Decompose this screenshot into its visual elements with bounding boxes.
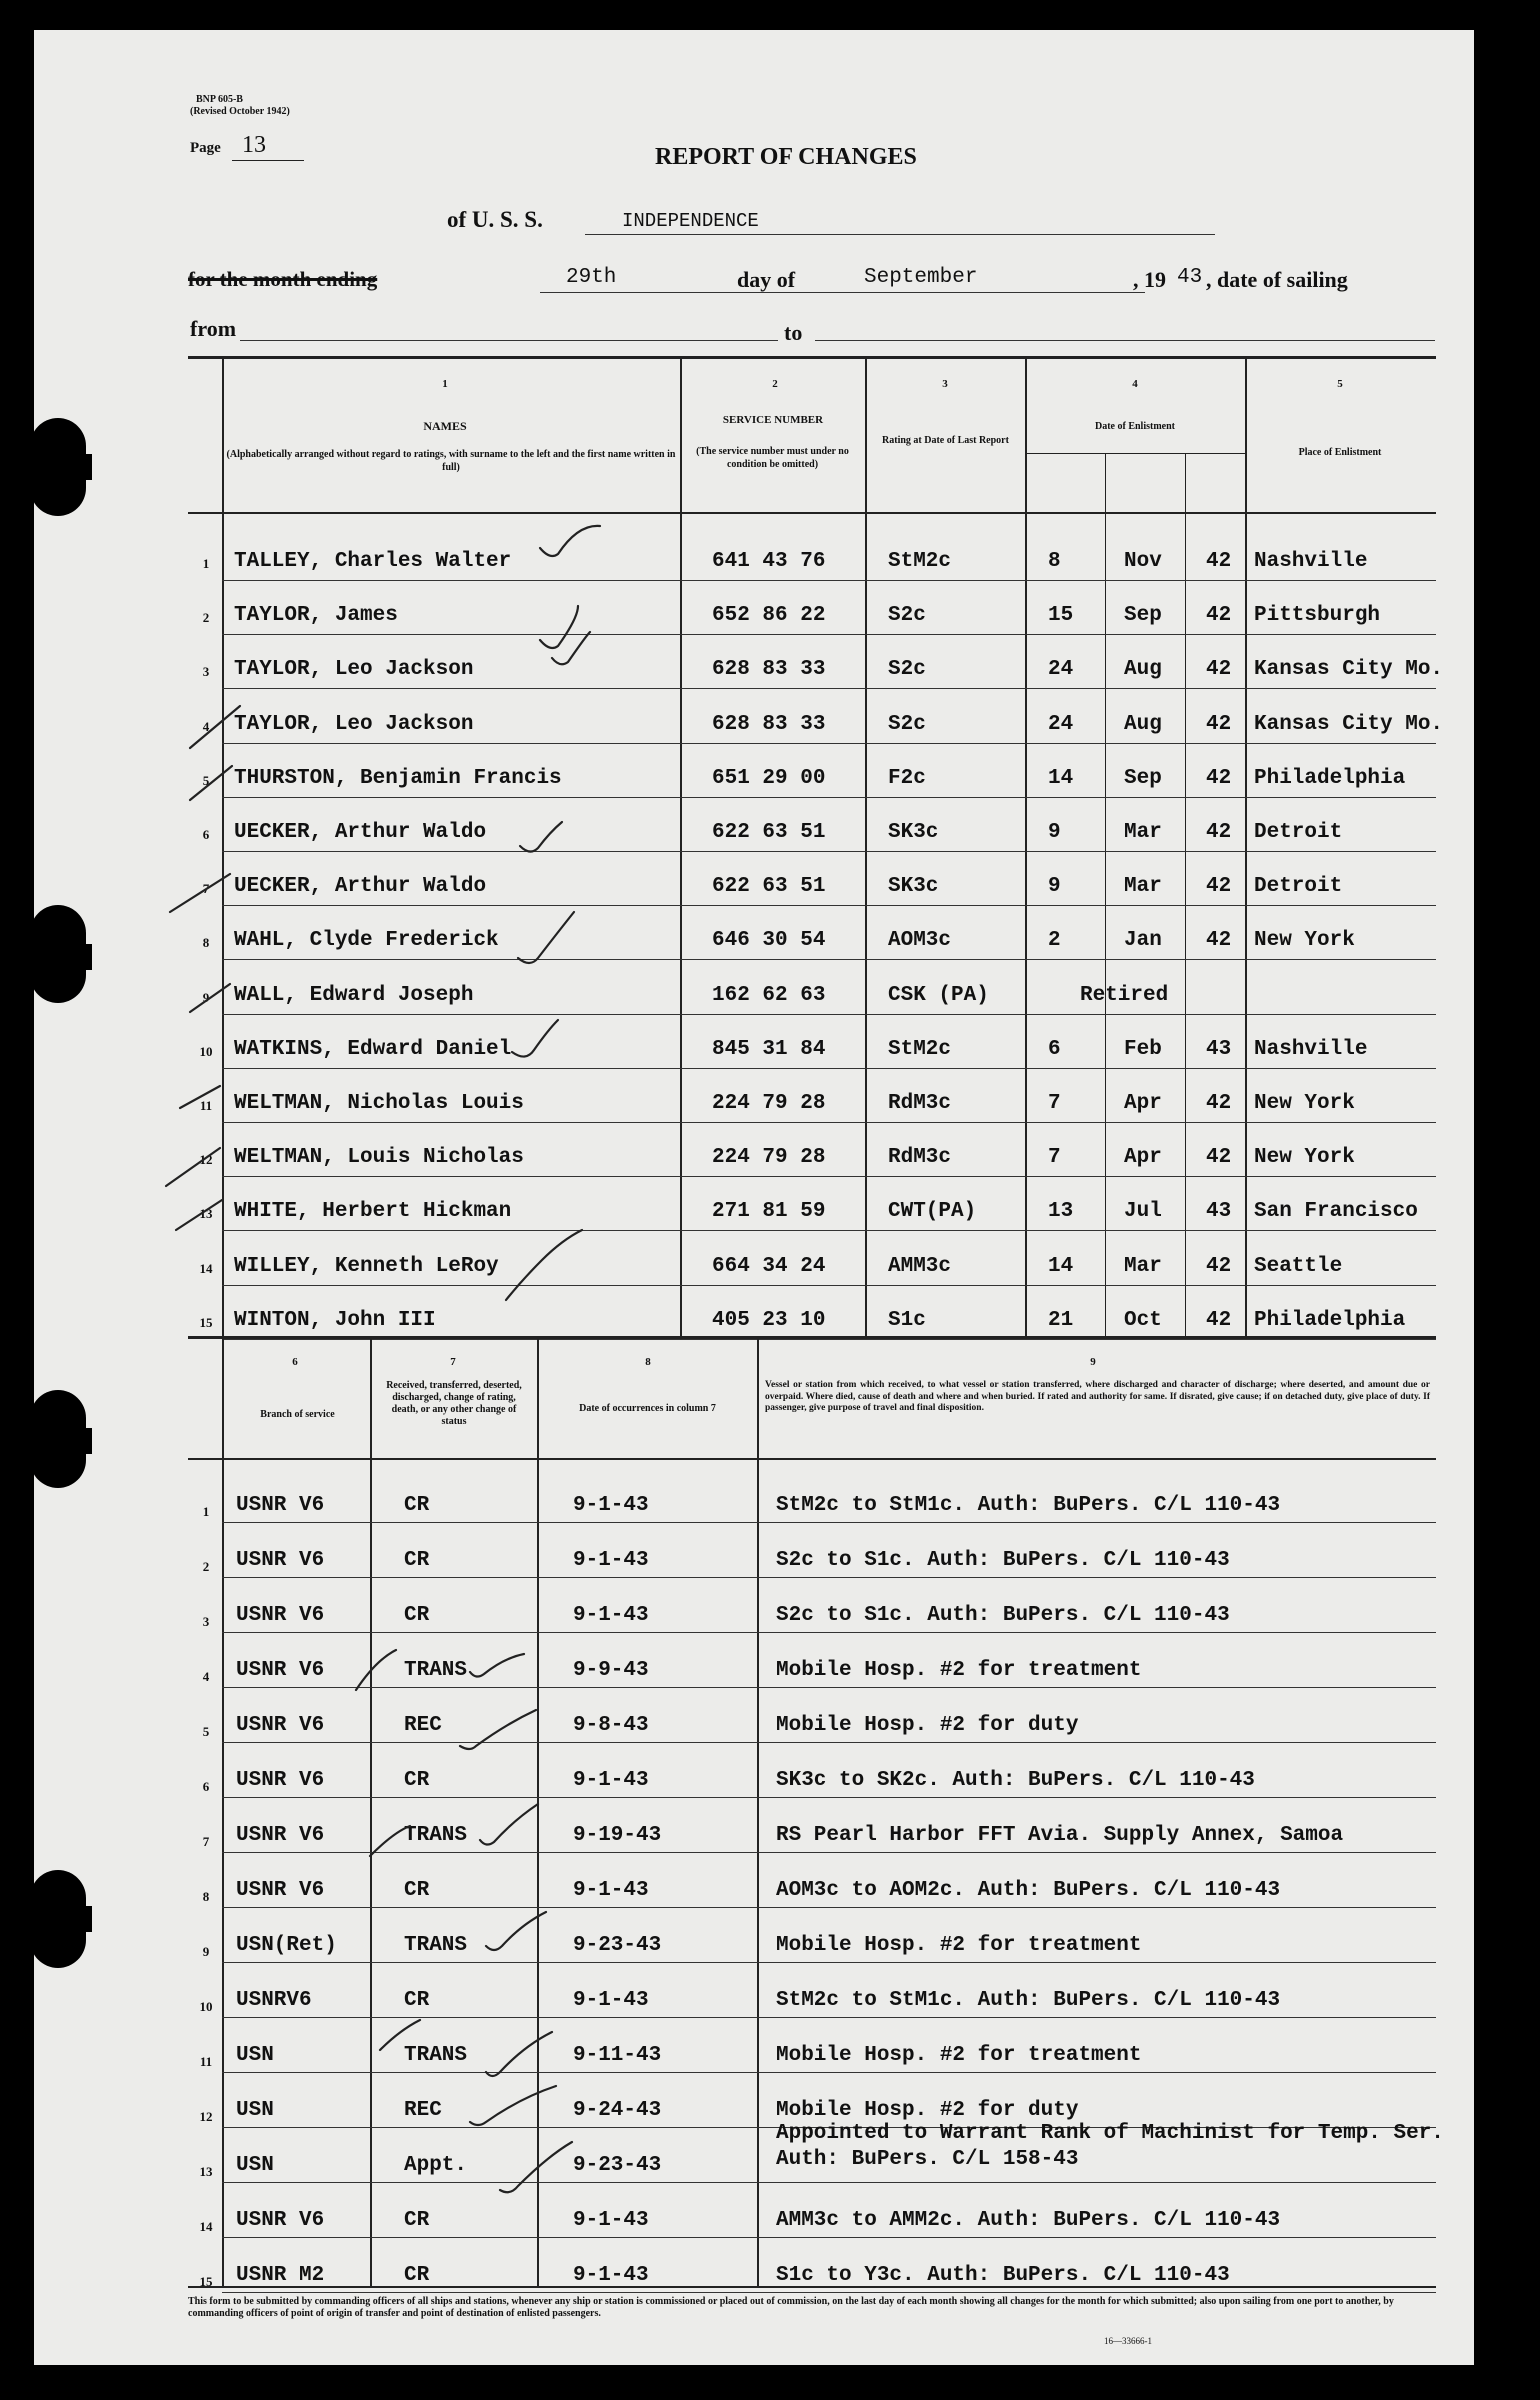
row-number: 11 [199, 2054, 213, 2069]
place-cell: Pittsburgh [1254, 604, 1381, 628]
upper-col-div-f [1185, 453, 1186, 1338]
remarks-cell: Mobile Hosp. #2 for treatment [776, 1934, 1142, 1957]
upper-row-rule [222, 1122, 1436, 1123]
row-number: 4 [202, 718, 210, 734]
enlist-year-cell: 42 [1206, 550, 1232, 573]
row-number: 5 [202, 1724, 210, 1739]
enlist-year-cell: 42 [1206, 766, 1232, 790]
col1-title: NAMES [423, 419, 467, 433]
occurrence-date-cell: 9-11-43 [573, 2044, 662, 2067]
change-cell: CR [404, 1604, 430, 1627]
remarks-cell: RS Pearl Harbor FFT Avia. Supply Annex, Samoa [776, 1824, 1344, 1847]
place-cell: Nashville [1254, 1037, 1368, 1061]
service-number-cell: 224 79 28 [712, 1092, 826, 1115]
date-line [540, 292, 1145, 293]
service-number-cell: 652 86 22 [712, 604, 826, 628]
occurrence-date-cell: 9-1-43 [573, 2264, 649, 2287]
service-number-cell: 641 43 76 [712, 550, 826, 573]
document-page [34, 30, 1474, 2365]
lower-row-rule [222, 1687, 1436, 1688]
lower-row-rule [222, 1852, 1436, 1853]
upper-row-rule [222, 959, 1436, 960]
to-line [815, 340, 1435, 341]
branch-cell: USN [236, 2099, 274, 2122]
enlist-day-cell: 9 [1048, 821, 1061, 844]
upper-row-rule [222, 905, 1436, 906]
row-number: 6 [202, 1779, 210, 1794]
enlist-day-cell: 7 [1048, 1146, 1061, 1170]
ship-underline [585, 234, 1215, 235]
place-cell: Kansas City Mo. [1254, 658, 1444, 682]
row-number: 1 [202, 1504, 210, 1519]
enlist-day-cell: 9 [1048, 875, 1061, 899]
form-revision: (Revised October 1942) [190, 106, 290, 117]
lower-col-div-b [370, 1336, 372, 2286]
enlist-year-cell: 42 [1206, 1146, 1232, 1170]
enlist-month-cell: Jan [1124, 929, 1162, 953]
lower-row-rule [222, 1962, 1436, 1963]
col8-title: Date of occurrences in column 7 [579, 1403, 716, 1414]
occurrence-date-cell: 9-1-43 [573, 1769, 649, 1792]
remarks-cell-line2: Auth: BuPers. C/L 158-43 [776, 2148, 1079, 2171]
remarks-cell: Mobile Hosp. #2 for treatment [776, 1659, 1142, 1682]
upper-row-rule [222, 1014, 1436, 1015]
remarks-cell: StM2c to StM1c. Auth: BuPers. C/L 110-43 [776, 1494, 1281, 1517]
name-cell: WALL, Edward Joseph [234, 983, 474, 1007]
lower-col-div-d [757, 1336, 759, 2286]
binder-tab-4 [52, 1906, 92, 1932]
branch-cell: USNR V6 [236, 1769, 325, 1792]
upper-row-rule [222, 797, 1436, 798]
day-of-label: day of [737, 267, 796, 292]
col1-subtitle: (Alphabetically arranged without regard to ratings, with surname to the left and the first name written in full) [226, 449, 676, 473]
enlist-day-cell: 2 [1048, 929, 1061, 953]
form-id: BNP 605-B [196, 94, 243, 105]
branch-cell: USNR V6 [236, 1549, 325, 1572]
enlist-day-cell: 8 [1048, 550, 1061, 573]
place-cell: New York [1254, 929, 1355, 953]
service-number-cell: 646 30 54 [712, 929, 826, 953]
rating-cell: StM2c [888, 550, 952, 573]
col8-number: 8 [645, 1356, 651, 1368]
occurrence-date-cell: 9-1-43 [573, 1549, 649, 1572]
binder-tab-2 [52, 944, 92, 970]
enlist-day-cell: 24 [1048, 712, 1074, 736]
of-uss-label: of U. S. S. [447, 207, 543, 232]
row-number: 14 [199, 1260, 213, 1276]
enlist-month-cell: Apr [1124, 1092, 1162, 1115]
name-cell: WHITE, Herbert Hickman [234, 1200, 512, 1224]
col3-title: Rating at Date of Last Report [882, 435, 1009, 446]
year-prefix: , 19 [1133, 267, 1166, 292]
page-title: REPORT OF CHANGES [655, 144, 917, 170]
rating-cell: AOM3c [888, 929, 952, 953]
branch-cell: USNR V6 [236, 1659, 325, 1682]
col7-title: Received, transferred, deserted, discharged, change of rating, death, or any other change of status [386, 1380, 522, 1427]
service-number-cell: 162 62 63 [712, 983, 826, 1007]
place-cell: Philadelphia [1254, 1308, 1406, 1332]
enlist-day-cell: 7 [1048, 1092, 1061, 1115]
upper-row-rule [222, 743, 1436, 744]
day-value: 29th [566, 266, 617, 289]
remarks-cell: Mobile Hosp. #2 for treatment [776, 2044, 1142, 2067]
lower-row-rule [222, 1742, 1436, 1743]
enlist-year-cell: 42 [1206, 1092, 1232, 1115]
change-cell: REC [404, 1714, 442, 1737]
col1-number: 1 [442, 378, 448, 390]
branch-cell: USNR M2 [236, 2264, 325, 2287]
enlist-year-cell: 42 [1206, 604, 1232, 628]
lower-row-rule [222, 2017, 1436, 2018]
page-number-underline [232, 160, 304, 161]
occurrence-date-cell: 9-23-43 [573, 1934, 662, 1957]
service-number-cell: 628 83 33 [712, 658, 826, 682]
enlist-year-cell: 42 [1206, 929, 1232, 953]
name-cell: WILLEY, Kenneth LeRoy [234, 1254, 499, 1278]
enlist-month-cell: Apr [1124, 1146, 1162, 1170]
enlist-year-cell: 43 [1206, 1037, 1232, 1061]
enlist-day-cell: 24 [1048, 658, 1074, 682]
remarks-cell: AMM3c to AMM2c. Auth: BuPers. C/L 110-43 [776, 2209, 1281, 2232]
binder-tab-1 [52, 454, 92, 480]
name-cell: THURSTON, Benjamin Francis [234, 766, 562, 790]
branch-cell: USN [236, 2044, 274, 2067]
lower-row-rule [222, 2237, 1436, 2238]
enlist-month-cell: Aug [1124, 658, 1162, 682]
row-number: 2 [202, 610, 210, 626]
upper-col-div-b [680, 356, 682, 1338]
rating-cell: RdM3c [888, 1146, 952, 1170]
rating-cell: AMM3c [888, 1254, 952, 1278]
col4-number: 4 [1132, 378, 1138, 390]
service-number-cell: 664 34 24 [712, 1254, 826, 1278]
rating-cell: StM2c [888, 1037, 952, 1061]
remarks-cell: AOM3c to AOM2c. Auth: BuPers. C/L 110-43 [776, 1879, 1281, 1902]
enlist-month-cell: Nov [1124, 550, 1162, 573]
name-cell: WAHL, Clyde Frederick [234, 929, 499, 953]
col2-subtitle: (The service number must under no condition be omitted) [696, 446, 849, 470]
occurrence-date-cell: 9-1-43 [573, 1494, 649, 1517]
lower-row-rule [222, 2072, 1436, 2073]
name-cell: TAYLOR, Leo Jackson [234, 658, 474, 682]
row-number: 12 [199, 1152, 213, 1168]
branch-cell: USNRV6 [236, 1989, 312, 2012]
service-number-cell: 845 31 84 [712, 1037, 826, 1061]
enlist-day-cell: 13 [1048, 1200, 1074, 1224]
row-number: 14 [199, 2219, 213, 2234]
lower-row-rule [222, 1522, 1436, 1523]
occurrence-date-cell: 9-1-43 [573, 1604, 649, 1627]
rating-cell: SK3c [888, 875, 939, 899]
month-value: September [864, 266, 978, 289]
change-cell: CR [404, 1549, 430, 1572]
remarks-cell: S2c to S1c. Auth: BuPers. C/L 110-43 [776, 1549, 1230, 1572]
change-cell: CR [404, 1879, 430, 1902]
enlist-day-cell: 14 [1048, 1254, 1074, 1278]
enlist-year-cell: 42 [1206, 821, 1232, 844]
upper-col-div-e [1105, 453, 1106, 1338]
row-number: 7 [202, 1834, 210, 1849]
row-number: 15 [199, 2274, 213, 2289]
upper-col-div-g [1245, 356, 1247, 1338]
binder-tab-3 [52, 1428, 92, 1454]
name-cell: TALLEY, Charles Walter [234, 550, 512, 573]
upper-row-rule [222, 634, 1436, 635]
enlist-month-cell: Mar [1124, 1254, 1162, 1278]
occurrence-date-cell: 9-8-43 [573, 1714, 649, 1737]
upper-col-div-a [222, 356, 224, 1338]
row-number: 9 [202, 1944, 210, 1959]
row-number: 1 [202, 556, 210, 571]
enlist-month-cell: Mar [1124, 821, 1162, 844]
enlist-year-cell: 42 [1206, 658, 1232, 682]
name-cell: WINTON, John III [234, 1308, 436, 1332]
row-number: 2 [202, 1559, 210, 1574]
enlist-month-cell: Retired [1080, 983, 1169, 1007]
service-number-cell: 651 29 00 [712, 766, 826, 790]
change-cell: TRANS [404, 2044, 468, 2067]
row-number: 12 [199, 2109, 213, 2124]
upper-col-div-c [865, 356, 867, 1338]
rating-cell: RdM3c [888, 1092, 952, 1115]
name-cell: WATKINS, Edward Daniel [234, 1037, 512, 1061]
rating-cell: S1c [888, 1308, 926, 1332]
enlist-month-cell: Sep [1124, 766, 1162, 790]
rating-cell: SK3c [888, 821, 939, 844]
col4-title: Date of Enlistment [1095, 421, 1175, 432]
col2-title: SERVICE NUMBER [722, 414, 824, 426]
year-suffix: 43 [1177, 266, 1203, 289]
place-cell: Detroit [1254, 875, 1343, 899]
footer-instructions: This form to be submitted by commanding officers of all ships and stations, whenever any ship or station is commissioned or placed out of commission, on the last day of each month showing all changes for the month for which submitted; also upon sailing from one port to another, by commanding officers of point of origin of transfer and point of destination of enlisted passengers. [188, 2296, 1394, 2319]
name-cell: UECKER, Arthur Waldo [234, 821, 487, 844]
from-label: from [190, 316, 237, 341]
row-number: 10 [199, 1999, 213, 2014]
service-number-cell: 224 79 28 [712, 1146, 826, 1170]
enlist-month-cell: Mar [1124, 875, 1162, 899]
col3-number: 3 [942, 378, 948, 390]
rating-cell: F2c [888, 766, 926, 790]
row-number: 10 [199, 1043, 213, 1059]
service-number-cell: 405 23 10 [712, 1308, 826, 1332]
occurrence-date-cell: 9-1-43 [573, 1879, 649, 1902]
page-number: 13 [242, 132, 266, 158]
lower-col-div-a [222, 1336, 224, 2286]
place-cell: Nashville [1254, 550, 1368, 573]
enlist-month-cell: Jul [1124, 1200, 1162, 1224]
change-cell: TRANS [404, 1824, 468, 1847]
upper-table-top [188, 356, 1436, 359]
name-cell: WELTMAN, Nicholas Louis [234, 1092, 524, 1115]
rating-cell: CWT(PA) [888, 1200, 977, 1224]
to-label: to [784, 320, 803, 345]
col9-title: Vessel or station from which received, to what vessel or station transferred, where discharged and character of discharge; where deserted, and amount due or overpaid. Where died, cause of death and where and when buried. If rated and authority for same. If disrated, give cause; if on detached duty, give place of duty. If passenger, give purpose of travel and final disposition. [765, 1380, 1430, 1413]
rating-cell: S2c [888, 712, 926, 736]
rating-cell: CSK (PA) [888, 983, 989, 1007]
enlist-year-cell: 42 [1206, 712, 1232, 736]
remarks-cell: SK3c to SK2c. Auth: BuPers. C/L 110-43 [776, 1769, 1255, 1792]
print-code: 16—33666-1 [1104, 2336, 1152, 2346]
occurrence-date-cell: 9-23-43 [573, 2154, 662, 2177]
change-cell: REC [404, 2099, 442, 2122]
remarks-cell: StM2c to StM1c. Auth: BuPers. C/L 110-43 [776, 1989, 1281, 2012]
branch-cell: USNR V6 [236, 1824, 325, 1847]
enlist-year-cell: 42 [1206, 875, 1232, 899]
occurrence-date-cell: 9-1-43 [573, 1989, 649, 2012]
change-cell: CR [404, 1494, 430, 1517]
branch-cell: USNR V6 [236, 1714, 325, 1737]
upper-row-rule [222, 1068, 1436, 1069]
row-number: 13 [199, 1206, 213, 1222]
row-number: 11 [199, 1098, 213, 1113]
remarks-cell: Appointed to Warrant Rank of Machinist for Temp. Ser. [776, 2122, 1444, 2145]
enlist-month-cell: Sep [1124, 604, 1162, 628]
upper-header-bottom [188, 512, 1436, 514]
page-label: Page [190, 140, 221, 156]
row-number: 7 [202, 881, 210, 897]
upper-row-rule [222, 1285, 1436, 1286]
place-cell: New York [1254, 1146, 1355, 1170]
row-number: 5 [202, 772, 210, 788]
change-cell: CR [404, 2209, 430, 2232]
lower-row-rule [222, 2182, 1436, 2183]
lower-row-rule [222, 1907, 1436, 1908]
service-number-cell: 628 83 33 [712, 712, 826, 736]
enlist-month-cell: Aug [1124, 712, 1162, 736]
row-number: 13 [199, 2164, 213, 2179]
enlist-year-cell: 43 [1206, 1200, 1232, 1224]
upper-row-rule [222, 851, 1436, 852]
enlist-month-cell: Feb [1124, 1037, 1162, 1061]
row-number: 15 [199, 1314, 213, 1330]
lower-table-top [188, 1336, 1436, 1339]
remarks-cell: Mobile Hosp. #2 for duty [776, 1714, 1079, 1737]
remarks-cell: S1c to Y3c. Auth: BuPers. C/L 110-43 [776, 2264, 1230, 2287]
from-line [240, 340, 778, 341]
name-cell: WELTMAN, Louis Nicholas [234, 1146, 524, 1170]
place-cell: New York [1254, 1092, 1355, 1115]
row-number: 9 [202, 989, 210, 1005]
remarks-cell: Mobile Hosp. #2 for duty [776, 2099, 1079, 2122]
branch-cell: USNR V6 [236, 1879, 325, 1902]
col5-number: 5 [1337, 378, 1343, 390]
col9-number: 9 [1090, 1356, 1096, 1368]
change-cell: CR [404, 2264, 430, 2287]
occurrence-date-cell: 9-1-43 [573, 2209, 649, 2232]
col7-number: 7 [450, 1356, 456, 1368]
occurrence-date-cell: 9-19-43 [573, 1824, 662, 1847]
row-number: 8 [202, 935, 210, 951]
ship-name: INDEPENDENCE [622, 210, 759, 232]
upper-row-rule [222, 688, 1436, 689]
enlist-day-cell: 14 [1048, 766, 1074, 790]
lower-row-rule [222, 1797, 1436, 1798]
place-cell: Detroit [1254, 821, 1343, 844]
row-number: 3 [202, 664, 210, 680]
branch-cell: USNR V6 [236, 1604, 325, 1627]
name-cell: UECKER, Arthur Waldo [234, 875, 487, 899]
rating-cell: S2c [888, 604, 926, 628]
upper-row-rule [222, 580, 1436, 581]
upper-col-div-d [1025, 356, 1027, 1338]
place-cell: Kansas City Mo. [1254, 712, 1444, 736]
lower-row-rule [222, 1577, 1436, 1578]
enlist-year-cell: 42 [1206, 1308, 1232, 1332]
remarks-cell: S2c to S1c. Auth: BuPers. C/L 110-43 [776, 1604, 1230, 1627]
name-cell: TAYLOR, James [234, 604, 398, 628]
service-number-cell: 271 81 59 [712, 1200, 826, 1224]
enlist-day-cell: 15 [1048, 604, 1074, 628]
service-number-cell: 622 63 51 [712, 875, 826, 899]
row-number: 3 [202, 1614, 210, 1629]
branch-cell: USNR V6 [236, 2209, 325, 2232]
upper-row-rule [222, 1230, 1436, 1231]
lower-row-rule [222, 1632, 1436, 1633]
occurrence-date-cell: 9-9-43 [573, 1659, 649, 1682]
row-number: 8 [202, 1889, 210, 1904]
place-cell: Philadelphia [1254, 766, 1406, 790]
change-cell: Appt. [404, 2154, 468, 2177]
branch-cell: USN(Ret) [236, 1934, 337, 1957]
col6-number: 6 [292, 1356, 298, 1368]
change-cell: CR [404, 1989, 430, 2012]
enlist-month-cell: Oct [1124, 1308, 1162, 1332]
service-number-cell: 622 63 51 [712, 821, 826, 844]
col2-number: 2 [772, 378, 778, 390]
name-cell: TAYLOR, Leo Jackson [234, 712, 474, 736]
branch-cell: USN [236, 2154, 274, 2177]
lower-col-div-c [537, 1336, 539, 2286]
rating-cell: S2c [888, 658, 926, 682]
branch-cell: USNR V6 [236, 1494, 325, 1517]
change-cell: TRANS [404, 1659, 468, 1682]
enlist-year-cell: 42 [1206, 1254, 1232, 1278]
col5-title: Place of Enlistment [1298, 447, 1382, 458]
date-of-sailing-label: , date of sailing [1206, 267, 1348, 292]
row-number: 6 [202, 827, 210, 842]
enlist-date-subline [1025, 453, 1245, 454]
change-cell: TRANS [404, 1934, 468, 1957]
change-cell: CR [404, 1769, 430, 1792]
upper-row-rule [222, 1176, 1436, 1177]
occurrence-date-cell: 9-24-43 [573, 2099, 662, 2122]
enlist-day-cell: 6 [1048, 1037, 1061, 1061]
place-cell: San Francisco [1254, 1200, 1418, 1224]
col6-title: Branch of service [260, 1409, 335, 1420]
lower-header-bottom [188, 1458, 1436, 1460]
enlist-day-cell: 21 [1048, 1308, 1074, 1332]
place-cell: Seattle [1254, 1254, 1343, 1278]
lower-row-rule [222, 2292, 1436, 2293]
struck-heading: for the month ending [188, 267, 378, 291]
row-number: 4 [202, 1669, 210, 1684]
